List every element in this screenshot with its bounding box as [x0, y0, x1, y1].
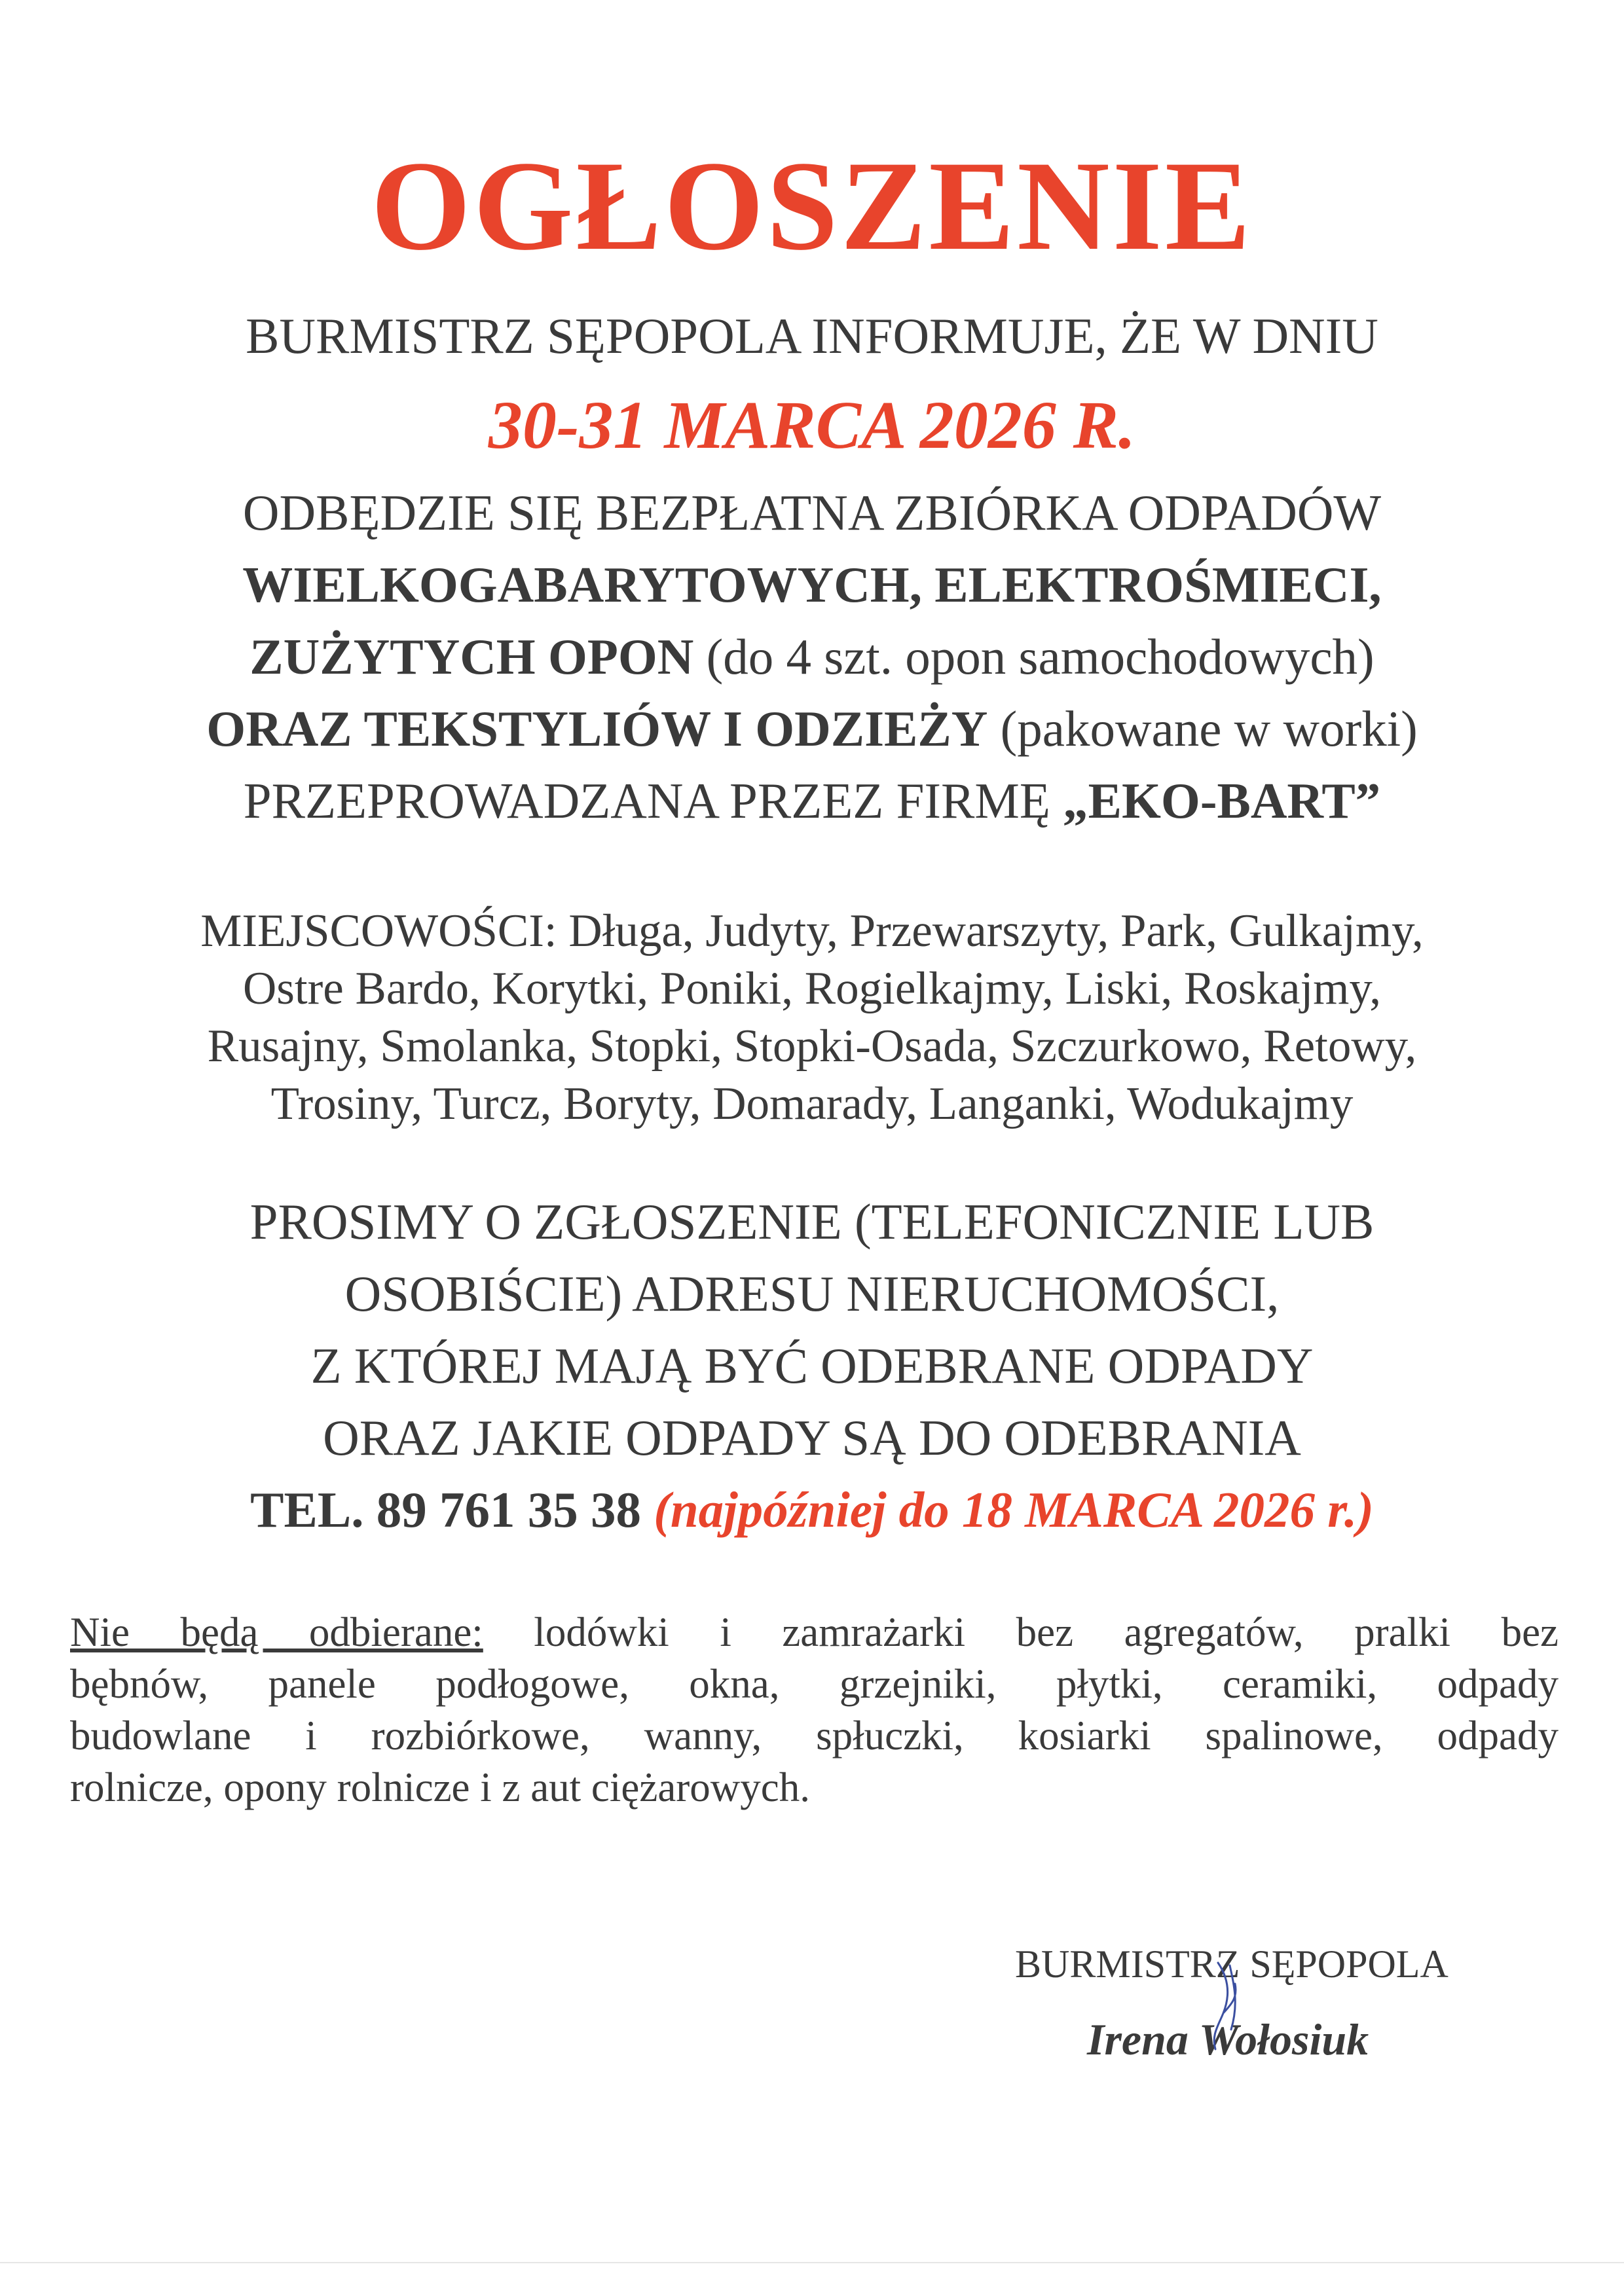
excluded-items-paragraph — [70, 1607, 1559, 1813]
deadline-open: ( — [640, 1482, 671, 1538]
collection-line-3 — [65, 625, 1559, 688]
collection-line-5 — [65, 769, 1559, 832]
places-line-3: Rusajny, Smolanka, Stopki, Stopki-Osada, Szczurkowo, Retowy, — [207, 1021, 1417, 1072]
places-line-2: Ostre Bardo, Korytki, Poniki, Rogielkajmy, Liski, Roskajmy, — [242, 963, 1382, 1014]
intro-line: BURMISTRZ SĘPOPOLA INFORMUJE, ŻE W DNIU — [246, 308, 1378, 364]
deadline: najpóźniej do 18 MARCA 2026 r. — [670, 1482, 1357, 1538]
page-title: OGŁOSZENIE — [371, 135, 1253, 277]
places-line-1: MIEJSCOWOŚCI: Długa, Judyty, Przewarszyty, Park, Gulkajmy, — [200, 905, 1424, 957]
event-date: 30-31 MARCA 2026 R. — [488, 388, 1136, 463]
request-line-5 — [65, 1478, 1559, 1541]
company-name: „EKO-BART” — [1063, 773, 1381, 829]
scan-edge-line — [0, 2262, 1624, 2263]
request-line-3: Z KTÓREJ MAJĄ BYĆ ODEBRANE ODPADY — [310, 1338, 1314, 1394]
excluded-line-1-text: lodówki i zamrażarki bez agregatów, pralki bez — [483, 1609, 1559, 1655]
signature-office: BURMISTRZ SĘPOPOLA — [1015, 1942, 1449, 1986]
tires-label: ZUŻYTYCH OPON — [249, 629, 694, 685]
company-intro: PRZEPROWADZANA PRZEZ FIRMĘ — [243, 773, 1063, 829]
request-line-2: OSOBIŚCIE) ADRESU NIERUCHOMOŚCI, — [344, 1266, 1280, 1322]
request-line-1: PROSIMY O ZGŁOSZENIE (TELEFONICZNIE LUB — [249, 1194, 1375, 1250]
collection-line-1: ODBĘDZIE SIĘ BEZPŁATNA ZBIÓRKA ODPADÓW — [242, 484, 1382, 541]
handwritten-signature — [1192, 1958, 1264, 2069]
request-line-4: ORAZ JAKIE ODPADY SĄ DO ODEBRANIA — [323, 1410, 1301, 1466]
textiles-note: (pakowane w worki) — [987, 701, 1418, 757]
textiles-label: ORAZ TEKSTYLIÓW I ODZIEŻY — [206, 701, 988, 757]
excluded-line-1 — [70, 1607, 1559, 1658]
excluded-line-3: budowlane i rozbiórkowe, wanny, spłuczki, kosiarki spalinowe, odpady — [70, 1713, 1559, 1758]
collection-line-4 — [65, 697, 1559, 760]
phone-number: TEL. 89 761 35 38 — [250, 1482, 641, 1538]
deadline-close: ) — [1357, 1482, 1374, 1538]
tires-note: (do 4 szt. opon samochodowych) — [693, 629, 1375, 685]
signature-name: Irena Wołosiuk — [1087, 2014, 1369, 2064]
excluded-line-2: bębnów, panele podłogowe, okna, grzejniki, płytki, ceramiki, odpady — [70, 1661, 1559, 1707]
places-line-4: Trosiny, Turcz, Boryty, Domarady, Langanki, Wodukajmy — [270, 1078, 1354, 1129]
collection-line-2: WIELKOGABARYTOWYCH, ELEKTROŚMIECI, — [242, 556, 1382, 613]
excluded-label: Nie będą odbierane: — [70, 1609, 483, 1655]
excluded-line-4: rolnicze, opony rolnicze i z aut ciężarowych. — [70, 1764, 810, 1810]
